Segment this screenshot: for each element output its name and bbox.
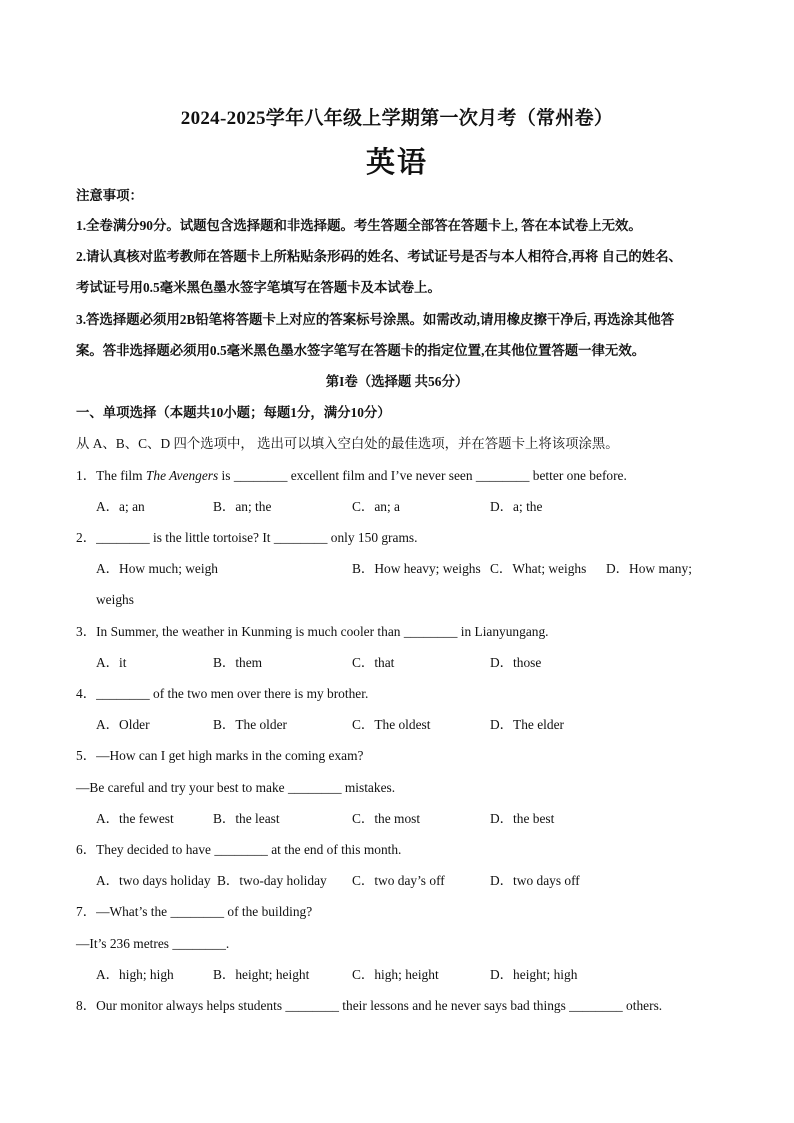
q7-option-a: A．high; high	[96, 967, 174, 982]
q3-option-d: D．those	[490, 655, 542, 670]
question-8-stem: 8．Our monitor always helps students ________ their lessons and he never says bad things ________ others.	[76, 998, 663, 1013]
question-4-stem: 4．________ of the two men over there is my brother.	[76, 686, 369, 701]
q1-option-d: D．a; the	[490, 499, 543, 514]
q4-option-c: C．The oldest	[352, 717, 431, 732]
subject-title: 英语	[365, 147, 428, 179]
section-instruction: 从 A、B、C、D 四个选项中， 选出可以填入空白处的最佳选项，并在答题卡上将该项涂黑。	[76, 436, 619, 451]
question-5-stem-2: —Be careful and try your best to make ________ mistakes.	[76, 780, 396, 795]
q2-option-b: B．How heavy; weighs	[352, 561, 481, 576]
q4-option-b: B．The older	[213, 717, 288, 732]
question-1-stem: 1．The film The Avengers is ________ excellent film and I’ve never seen ________ better one before.	[76, 468, 627, 483]
q2-option-c: C．What; weighs	[490, 561, 587, 576]
q6-option-a: A．two days holiday	[96, 873, 211, 888]
section-title: 一、单项选择（本题共10小题；每题1分，满分10分）	[76, 405, 391, 420]
question-7-stem: 7．—What’s the ________ of the building?	[76, 904, 313, 919]
q1-option-b: B．an; the	[213, 499, 272, 514]
q6-option-b: B．two-day holiday	[217, 873, 327, 888]
notice-item-2-line-1: 2.请认真核对监考教师在答题卡上所粘贴条形码的姓名、考试证号是否与本人相符合,再将 自己的姓名、	[76, 249, 682, 264]
question-6-stem: 6．They decided to have ________ at the end of this month.	[76, 842, 402, 857]
question-7-stem-2: —It’s 236 metres ________.	[76, 936, 230, 951]
q1-option-a: A．a; an	[96, 499, 145, 514]
q4-option-a: A．Older	[96, 717, 150, 732]
q3-option-c: C．that	[352, 655, 395, 670]
notice-item-3-line-2: 案。答非选择题必须用0.5毫米黑色墨水签字笔写在答题卡的指定位置,在其他位置答题一律无效。	[76, 343, 646, 358]
question-2-stem: 2．________ is the little tortoise? It ________ only 150 grams.	[76, 530, 418, 545]
q7-option-b: B．height; height	[213, 967, 310, 982]
q3-option-b: B．them	[213, 655, 263, 670]
notice-item-1: 1.全卷满分90分。试题包含选择题和非选择题。考生答题全部答在答题卡上, 答在本试卷上无效。	[76, 218, 642, 233]
q7-option-c: C．high; height	[352, 967, 439, 982]
part-title: 第I卷（选择题 共56分）	[325, 374, 469, 389]
question-3-stem: 3．In Summer, the weather in Kunming is much cooler than ________ in Lianyungang.	[76, 624, 549, 639]
q5-option-d: D．the best	[490, 811, 555, 826]
q5-option-c: C．the most	[352, 811, 421, 826]
q2-option-a: A．How much; weigh	[96, 561, 218, 576]
q5-option-a: A．the fewest	[96, 811, 174, 826]
question-5-stem: 5．—How can I get high marks in the coming exam?	[76, 748, 364, 763]
q1-option-c: C．an; a	[352, 499, 400, 514]
q4-option-d: D．The elder	[490, 717, 564, 732]
q2-option-d: D．How many;	[606, 561, 692, 576]
q6-option-d: D．two days off	[490, 873, 580, 888]
q2-option-d-wrap: weighs	[96, 592, 134, 607]
film-title: The Avengers	[145, 468, 219, 483]
q6-option-c: C．two day’s off	[352, 873, 445, 888]
exam-title: 2024-2025学年八年级上学期第一次月考（常州卷）	[180, 108, 614, 129]
notice-item-3-line-1: 3.答选择题必须用2B铅笔将答题卡上对应的答案标号涂黑。如需改动,请用橡皮擦干净后, 再选涂其他答	[76, 312, 675, 327]
q3-option-a: A．it	[96, 655, 127, 670]
q7-option-d: D．height; high	[490, 967, 578, 982]
notice-heading: 注意事项：	[76, 188, 143, 203]
notice-item-2-line-2: 考试证号用0.5毫米黑色墨水签字笔填写在答题卡及本试卷上。	[76, 280, 441, 295]
q5-option-b: B．the least	[213, 811, 280, 826]
